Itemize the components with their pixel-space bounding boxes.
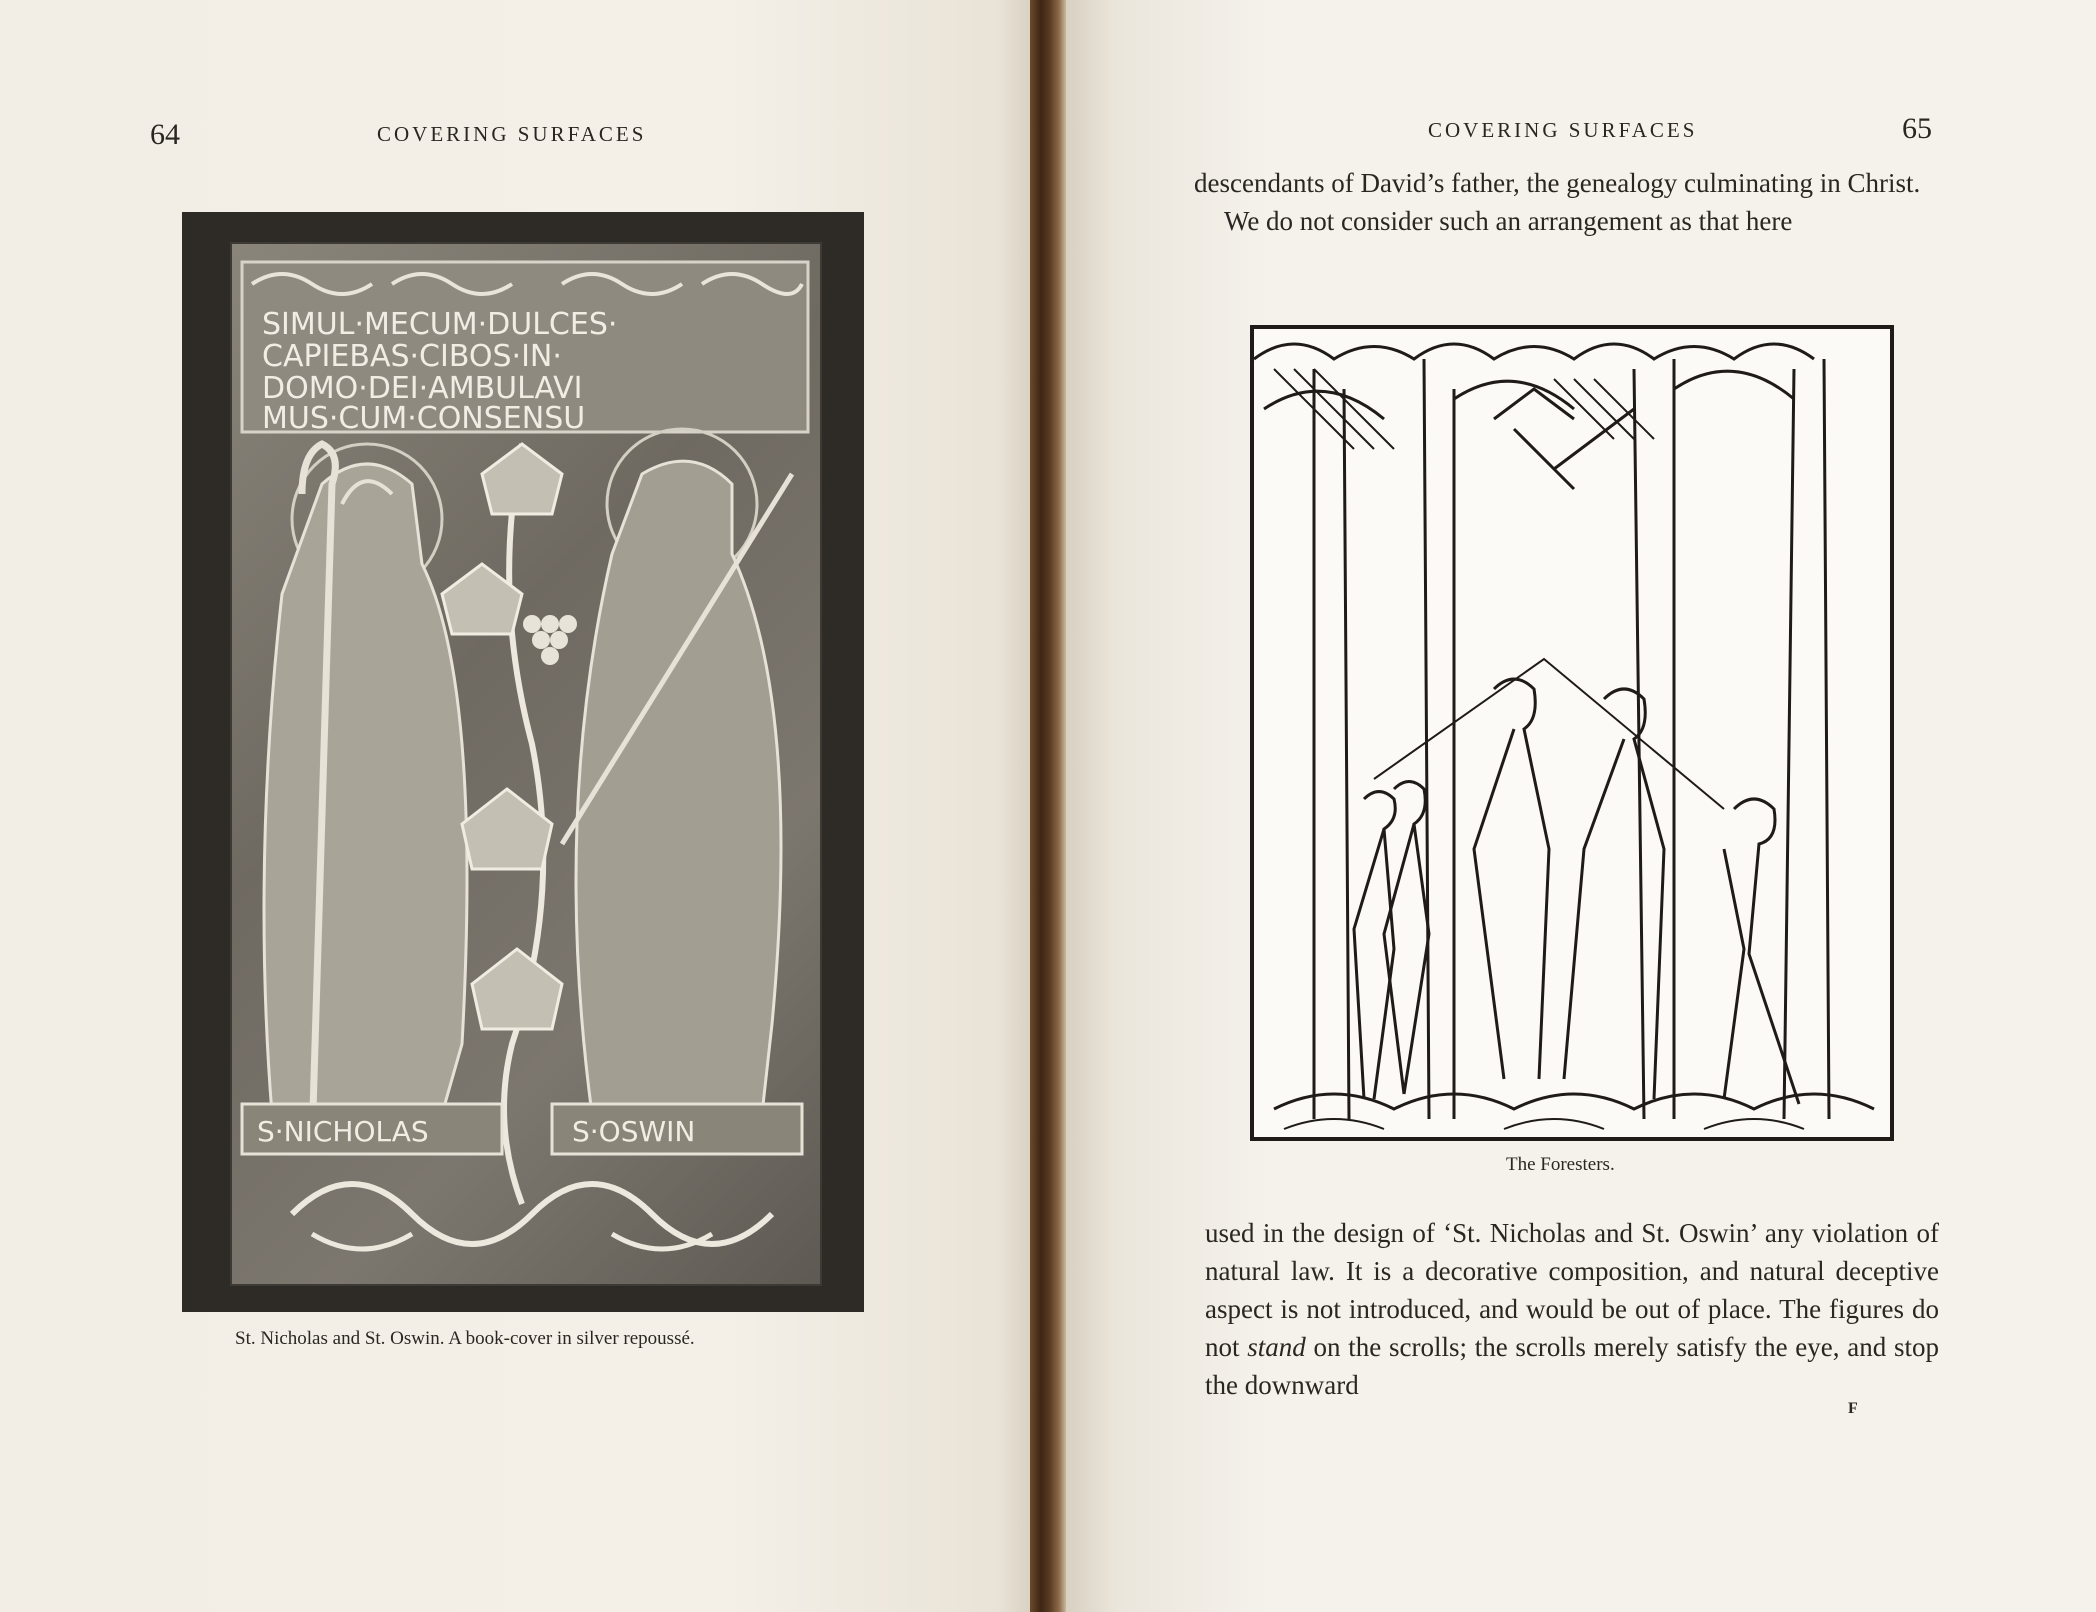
left-page: [0, 0, 1030, 1612]
paragraph-1: descendants of David’s father, the genealogy culminating in Christ.: [1194, 168, 1921, 198]
book-cover-plate: [182, 212, 864, 1312]
repousse-panel: [230, 242, 822, 1286]
paragraph-3-text-after: on the scrolls; the scrolls merely satisfy the eye, and stop the downward: [1205, 1332, 1939, 1400]
foresters-illustration: [1250, 325, 1894, 1141]
paragraph-2: We do not consider such an arrangement as that here: [1224, 206, 1793, 236]
book-gutter: [1030, 0, 1066, 1612]
plate-caption-left: St. Nicholas and St. Oswin. A book-cover in silver repoussé.: [235, 1328, 695, 1349]
inscription-line-3: DOMO·DEI·AMBULAVI: [262, 371, 583, 406]
running-head-right: COVERING SURFACES: [1428, 118, 1698, 142]
page-number-right: 65: [1902, 112, 1932, 145]
inscription-line-2: CAPIEBAS·CIBOS·IN·: [262, 339, 562, 374]
signature-mark: F: [1848, 1400, 1858, 1417]
inscription-line-1: SIMUL·MECUM·DULCES·: [262, 307, 618, 342]
plate-name-oswin: S·OSWIN: [572, 1115, 696, 1148]
foresters-drawing: [1254, 329, 1890, 1137]
plate-name-nicholas: S·NICHOLAS: [257, 1115, 429, 1148]
page-number-left: 64: [150, 118, 180, 151]
paragraph-3-text-before: used in the design of ‘St. Nicholas and St. Oswin’ any violation of natural law. It is a decorative composition, and natural deceptive aspect is not introduced, and would be out of place. The figures do not: [1205, 1218, 1939, 1362]
paragraph-3: [1205, 1214, 1939, 1404]
paragraph-3-emphasis: stand: [1247, 1332, 1306, 1362]
figure-caption-right: The Foresters.: [1506, 1154, 1615, 1175]
text-block-bottom: [1205, 1214, 1939, 1404]
running-head-left: COVERING SURFACES: [377, 122, 647, 146]
inscription-line-4: MUS·CUM·CONSENSU: [262, 401, 586, 436]
text-block-top: [1194, 164, 1998, 240]
repousse-relief-image: [232, 244, 820, 1284]
